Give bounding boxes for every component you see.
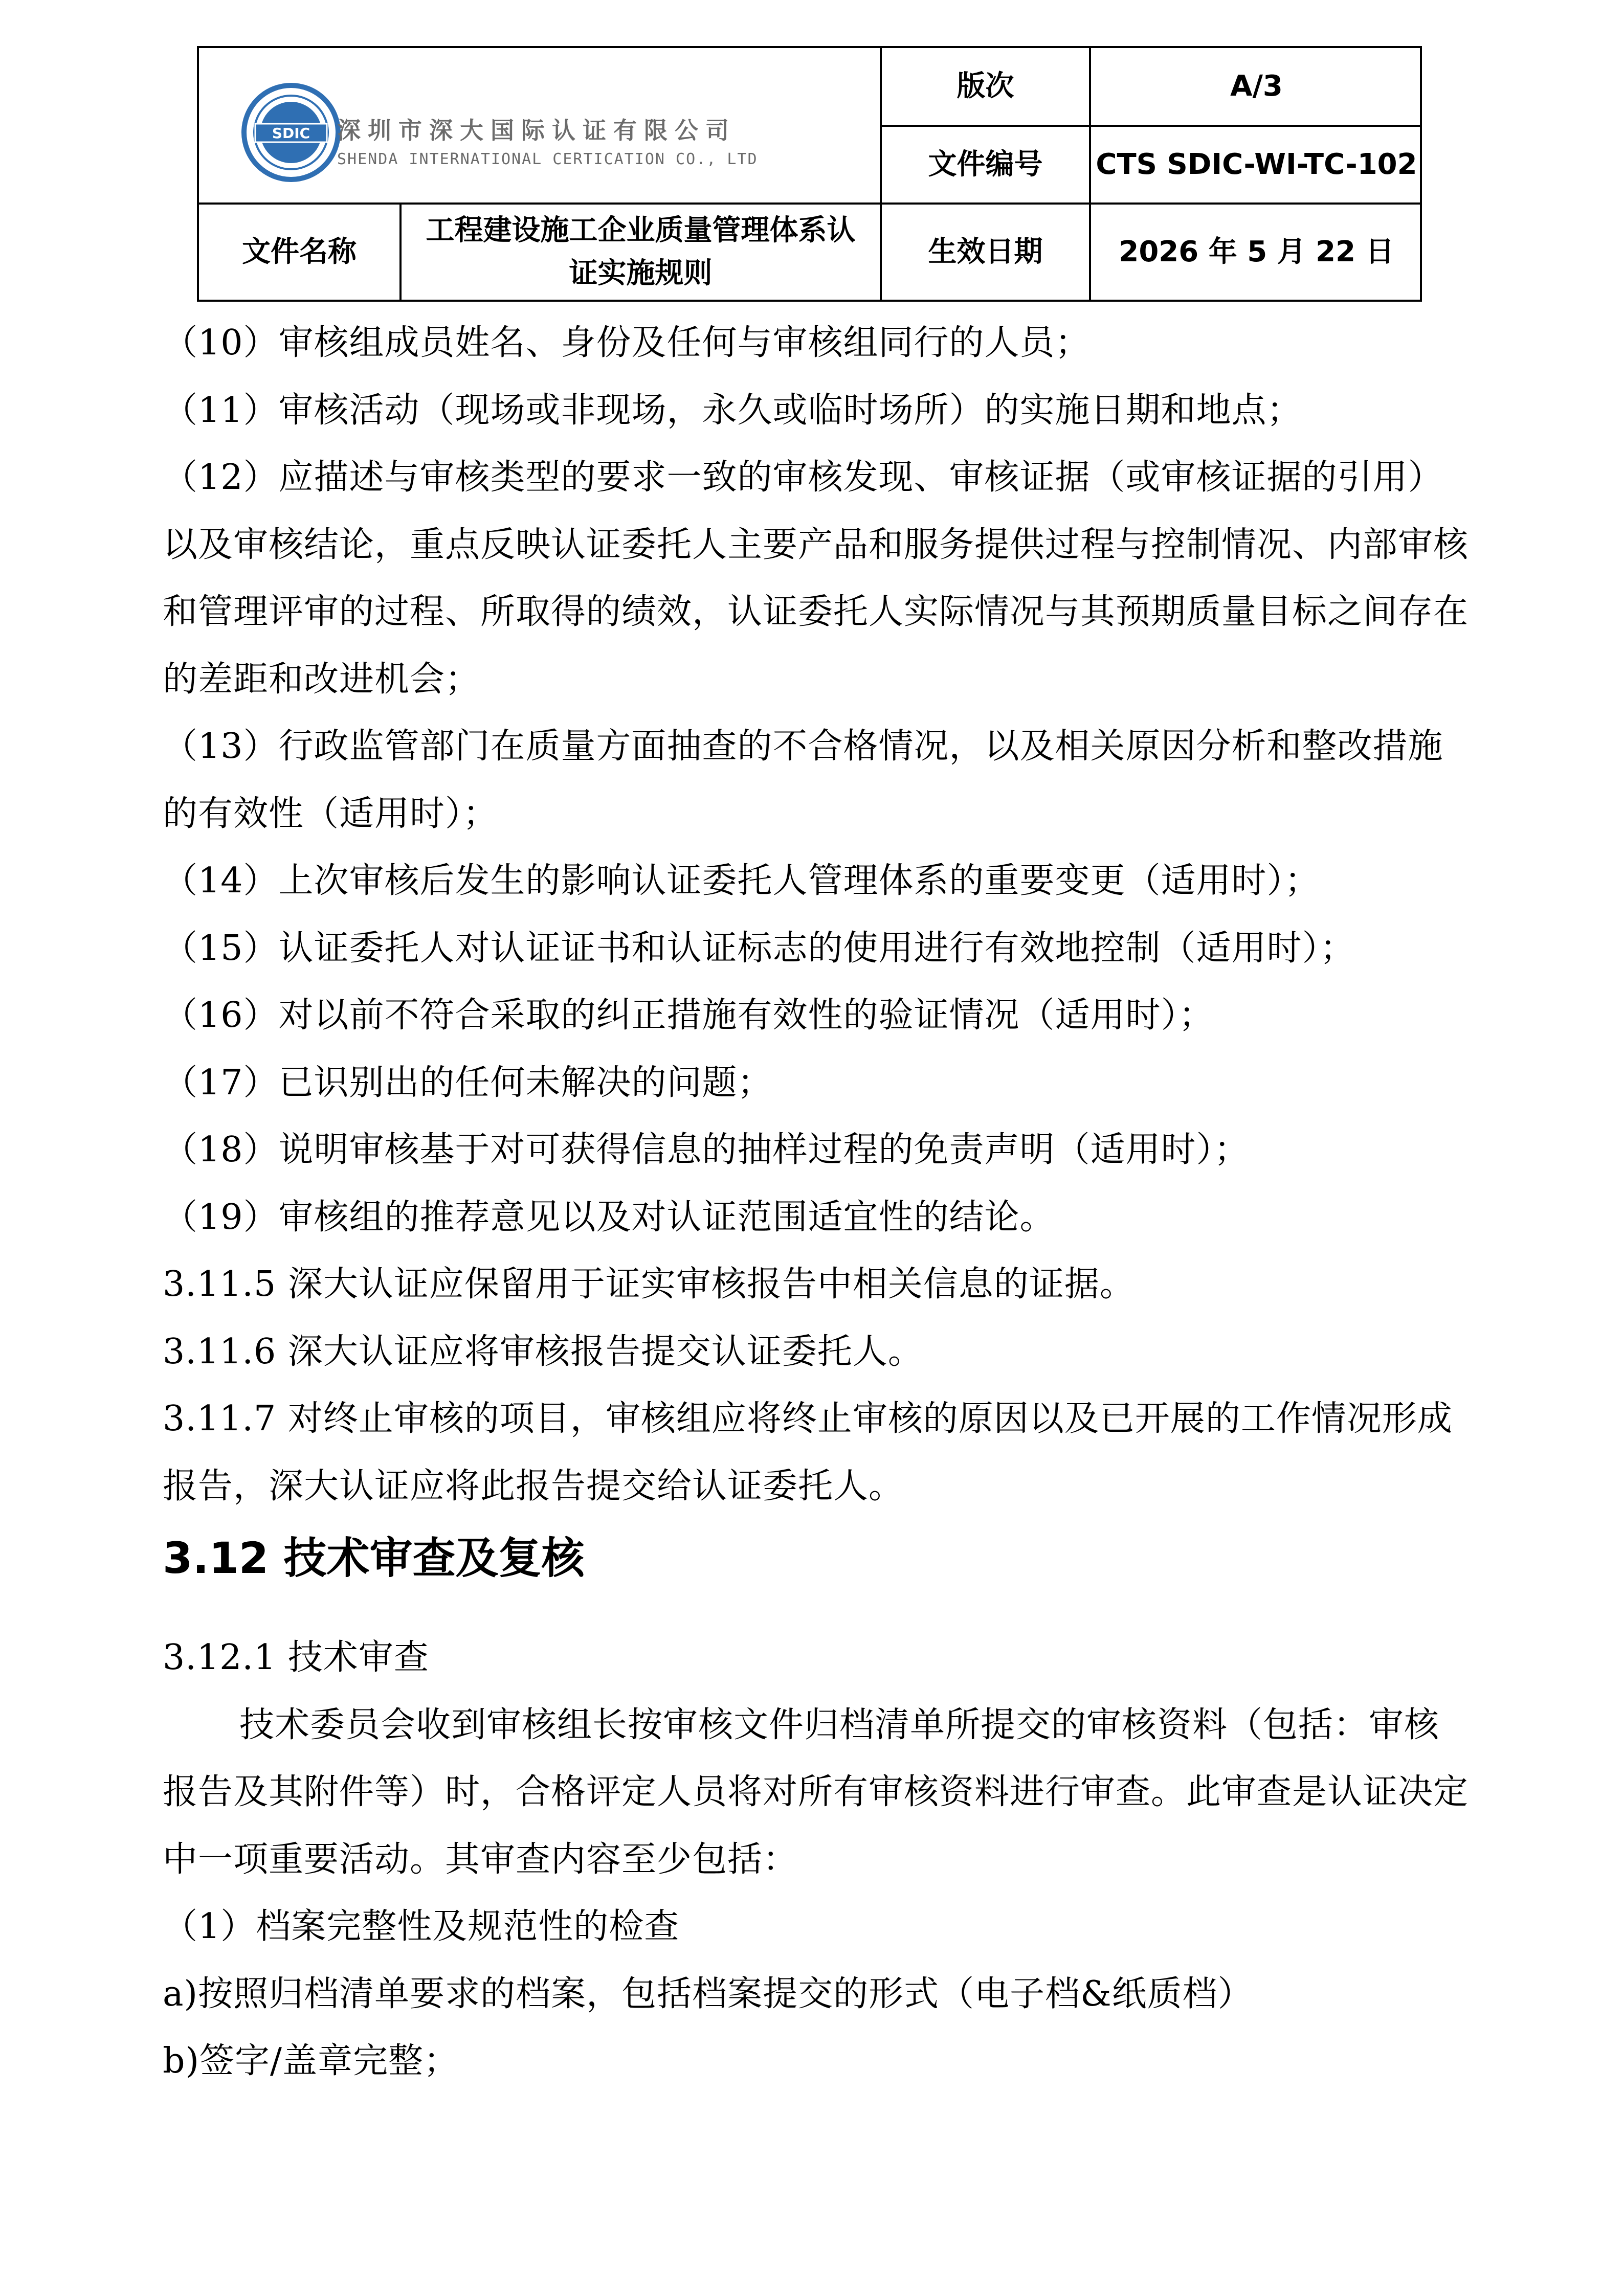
list-item: （12）应描述与审核类型的要求一致的审核发现、审核证据（或审核证据的引用）以及审核结论，重点反映认证委托人主要产品和服务提供过程与控制情况、内部审核和管理评审的过程、所取得的绩效，认证委托人实际情况与其预期质量目标之间存在的差距和改进机会； (163, 457, 1469, 700)
version-value: A/3 (1230, 70, 1283, 103)
company-logo (240, 79, 854, 191)
list-item: （11）审核活动（现场或非现场，永久或临时场所）的实施日期和地点； (163, 390, 1302, 431)
sdic-logo-icon (240, 79, 347, 186)
clause-paragraph: 3.11.6 深大认证应将审核报告提交认证委托人。 (163, 1331, 923, 1372)
list-item: （16）对以前不符合采取的纠正措施有效性的验证情况（适用时）； (163, 995, 1214, 1036)
list-item: （10）审核组成员姓名、身份及任何与审核组同行的人员； (163, 323, 1091, 363)
list-item: （15）认证委托人对认证证书和认证标志的使用进行有效地控制（适用时）； (163, 928, 1355, 969)
doc-name-label: 文件名称 (242, 235, 357, 268)
spacer (163, 1596, 1472, 1624)
clause-paragraph: 3.11.5 深大认证应保留用于证实审核报告中相关信息的证据。 (163, 1264, 1135, 1304)
document-header-table (197, 46, 1422, 302)
company-name-en: SHENDA INTERNATIONAL CERTICATION CO., LTD (337, 150, 758, 168)
company-name-cn: 深圳市深大国际认证有限公司 (337, 117, 736, 144)
effective-date-label: 生效日期 (928, 235, 1043, 268)
list-item: （17）已识别出的任何未解决的问题； (163, 1062, 773, 1103)
section-heading: 3.12 技术审查及复核 (163, 1533, 585, 1583)
clause-paragraph: 3.11.7 对终止审核的项目，审核组应将终止审核的原因以及已开展的工作情况形成报告，深大认证应将此报告提交给认证委托人。 (163, 1399, 1453, 1506)
list-item: （19）审核组的推荐意见以及对认证范围适宜性的结论。 (163, 1197, 1055, 1237)
logo-text: SDIC (272, 125, 310, 142)
doc-number-label: 文件编号 (928, 148, 1043, 181)
document-body (163, 309, 1472, 2095)
body-paragraph: 技术委员会收到审核组长按审核文件归档清单所提交的审核资料（包括：审核报告及其附件等）时，合格评定人员将对所有审核资料进行审查。此审查是认证决定中一项重要活动。其审查内容至少包括： (163, 1704, 1469, 1880)
effective-date-value: 2026 年 5 月 22 日 (1119, 235, 1394, 268)
list-item: （1）档案完整性及规范性的检查 (163, 1906, 680, 1947)
doc-number-value: CTS SDIC-WI-TC-102 (1096, 148, 1417, 181)
list-item: b)签字/盖章完整； (163, 2041, 459, 2081)
list-item: a)按照归档清单要求的档案，包括档案提交的形式（电子档&纸质档） (163, 1973, 1253, 2014)
list-item: （14）上次审核后发生的影响认证委托人管理体系的重要变更（适用时）； (163, 861, 1320, 901)
doc-name-value: 工程建设施工企业质量管理体系认证实施规则 (426, 214, 856, 290)
version-label: 版次 (956, 70, 1014, 103)
list-item: （13）行政监管部门在质量方面抽查的不合格情况，以及相关原因分析和整改措施的有效性（适用时）； (163, 726, 1443, 834)
subsection-title: 3.12.1 技术审查 (163, 1637, 429, 1678)
list-item: （18）说明审核基于对可获得信息的抽样过程的免责声明（适用时）； (163, 1130, 1250, 1170)
